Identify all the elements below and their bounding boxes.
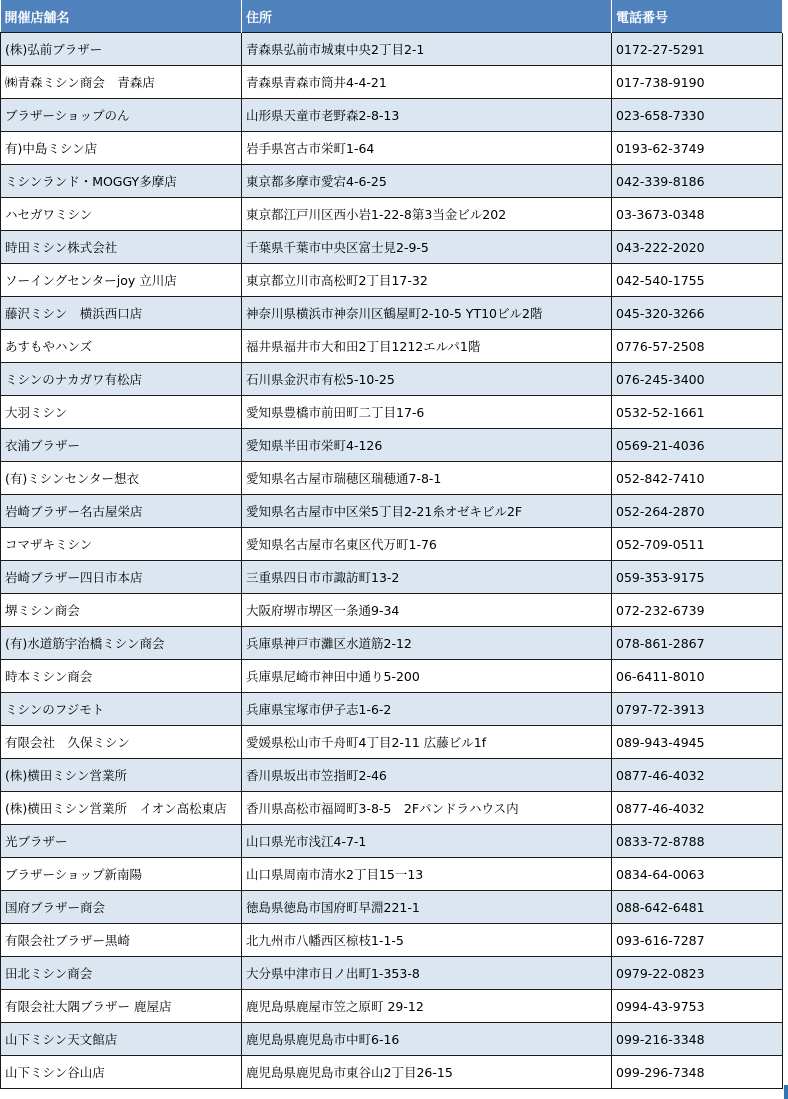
phone-cell: 089-943-4945 [612,726,783,759]
table-row [1,462,783,495]
table-row [1,990,783,1023]
table-row [1,627,783,660]
address-cell: 香川県坂出市笠指町2-46 [242,759,612,792]
phone-cell: 093-616-7287 [612,924,783,957]
table-body [1,33,783,1089]
phone-cell: 0834-64-0063 [612,858,783,891]
phone-cell: 0979-22-0823 [612,957,783,990]
store-name-cell: ブラザーショップのん [1,99,242,132]
address-cell: 東京都立川市高松町2丁目17-32 [242,264,612,297]
store-name-cell: 岩崎ブラザー四日市本店 [1,561,242,594]
table-row [1,495,783,528]
phone-cell: 017-738-9190 [612,66,783,99]
address-cell: 香川県高松市福岡町3-8-5 2Fパンドラハウス内 [242,792,612,825]
table-row [1,396,783,429]
store-name-cell: ハセガワミシン [1,198,242,231]
table-row [1,429,783,462]
phone-cell: 099-296-7348 [612,1056,783,1089]
store-name-cell: コマザキミシン [1,528,242,561]
store-name-cell: (株)横田ミシン営業所 イオン高松東店 [1,792,242,825]
phone-cell: 03-3673-0348 [612,198,783,231]
address-cell: 北九州市八幡西区椋枝1-1-5 [242,924,612,957]
phone-cell: 0776-57-2508 [612,330,783,363]
address-cell: 福井県福井市大和田2丁目1212エルパ1階 [242,330,612,363]
address-cell: 三重県四日市市諏訪町13-2 [242,561,612,594]
table-row [1,858,783,891]
address-cell: 愛知県半田市栄町4-126 [242,429,612,462]
address-cell: 岩手県宮古市栄町1-64 [242,132,612,165]
phone-cell: 042-339-8186 [612,165,783,198]
store-name-cell: 時本ミシン商会 [1,660,242,693]
phone-cell: 0877-46-4032 [612,792,783,825]
table-row [1,792,783,825]
table-row [1,693,783,726]
store-name-cell: 田北ミシン商会 [1,957,242,990]
table-row [1,891,783,924]
phone-cell: 078-861-2867 [612,627,783,660]
table-row [1,264,783,297]
table-row [1,33,783,66]
store-name-cell: 有)中島ミシン店 [1,132,242,165]
phone-cell: 0569-21-4036 [612,429,783,462]
table-row [1,231,783,264]
address-cell: 石川県金沢市有松5-10-25 [242,363,612,396]
address-cell: 大阪府堺市堺区一条通9-34 [242,594,612,627]
table-row [1,594,783,627]
phone-cell: 0193-62-3749 [612,132,783,165]
table-row [1,132,783,165]
table-row [1,1023,783,1056]
store-name-cell: あすもやハンズ [1,330,242,363]
store-name-cell: ミシンのフジモト [1,693,242,726]
address-cell: 愛知県名古屋市名東区代万町1-76 [242,528,612,561]
header-row [1,0,783,33]
phone-cell: 052-264-2870 [612,495,783,528]
table-row [1,660,783,693]
table-row [1,924,783,957]
store-name-cell: 山下ミシン天文館店 [1,1023,242,1056]
address-cell: 兵庫県神戸市灘区水道筋2-12 [242,627,612,660]
address-cell: 兵庫県宝塚市伊子志1-6-2 [242,693,612,726]
header-phone: 電話番号 [612,0,783,33]
address-cell: 千葉県千葉市中央区富士見2-9-5 [242,231,612,264]
table-row [1,561,783,594]
store-name-cell: 藤沢ミシン 横浜西口店 [1,297,242,330]
store-name-cell: 時田ミシン株式会社 [1,231,242,264]
address-cell: 青森県青森市筒井4-4-21 [242,66,612,99]
table-row [1,825,783,858]
address-cell: 神奈川県横浜市神奈川区鶴屋町2-10-5 YT10ビル2階 [242,297,612,330]
sheet-corner-marker [784,1085,788,1099]
table-row [1,726,783,759]
store-name-cell: ミシンランド・MOGGY多摩店 [1,165,242,198]
phone-cell: 043-222-2020 [612,231,783,264]
address-cell: 山口県周南市清水2丁目15一13 [242,858,612,891]
table-row [1,330,783,363]
address-cell: 青森県弘前市城東中央2丁目2-1 [242,33,612,66]
address-cell: 東京都多摩市愛宕4-6-25 [242,165,612,198]
phone-cell: 0994-43-9753 [612,990,783,1023]
phone-cell: 052-842-7410 [612,462,783,495]
store-name-cell: 国府ブラザー商会 [1,891,242,924]
table-row [1,198,783,231]
phone-cell: 06-6411-8010 [612,660,783,693]
store-name-cell: 有限会社 久保ミシン [1,726,242,759]
phone-cell: 052-709-0511 [612,528,783,561]
table-row [1,99,783,132]
store-name-cell: 山下ミシン谷山店 [1,1056,242,1089]
table-row [1,528,783,561]
phone-cell: 0172-27-5291 [612,33,783,66]
header-store-name: 開催店舗名 [1,0,242,33]
store-name-cell: (株)弘前ブラザー [1,33,242,66]
phone-cell: 045-320-3266 [612,297,783,330]
phone-cell: 023-658-7330 [612,99,783,132]
table-row [1,957,783,990]
address-cell: 愛知県名古屋市瑞穂区瑞穂通7-8-1 [242,462,612,495]
store-name-cell: ブラザーショップ新南陽 [1,858,242,891]
address-cell: 山形県天童市老野森2-8-13 [242,99,612,132]
store-name-cell: ミシンのナカガワ有松店 [1,363,242,396]
table-row [1,759,783,792]
phone-cell: 099-216-3348 [612,1023,783,1056]
phone-cell: 0833-72-8788 [612,825,783,858]
address-cell: 東京都江戸川区西小岩1-22-8第3当金ビル202 [242,198,612,231]
address-cell: 徳島県徳島市国府町早淵221-1 [242,891,612,924]
address-cell: 山口県光市浅江4-7-1 [242,825,612,858]
table-row [1,165,783,198]
phone-cell: 076-245-3400 [612,363,783,396]
address-cell: 鹿児島県鹿児島市東谷山2丁目26-15 [242,1056,612,1089]
store-name-cell: ㈱青森ミシン商会 青森店 [1,66,242,99]
store-name-cell: 衣浦ブラザー [1,429,242,462]
phone-cell: 0532-52-1661 [612,396,783,429]
store-name-cell: 堺ミシン商会 [1,594,242,627]
store-name-cell: (有)水道筋宇治橋ミシン商会 [1,627,242,660]
table-row [1,66,783,99]
address-cell: 愛媛県松山市千舟町4丁目2-11 広藤ビル1f [242,726,612,759]
address-cell: 兵庫県尼崎市神田中通り5-200 [242,660,612,693]
phone-cell: 042-540-1755 [612,264,783,297]
store-name-cell: 有限会社ブラザー黒崎 [1,924,242,957]
store-name-cell: (有)ミシンセンター想衣 [1,462,242,495]
address-cell: 愛知県名古屋市中区栄5丁目2-21糸オゼキビル2F [242,495,612,528]
address-cell: 愛知県豊橋市前田町二丁目17-6 [242,396,612,429]
store-name-cell: 有限会社大隅ブラザー 鹿屋店 [1,990,242,1023]
store-name-cell: 岩崎ブラザー名古屋栄店 [1,495,242,528]
header-address: 住所 [242,0,612,33]
address-cell: 大分県中津市日ノ出町1-353-8 [242,957,612,990]
store-name-cell: 大羽ミシン [1,396,242,429]
table-row [1,297,783,330]
phone-cell: 059-353-9175 [612,561,783,594]
table-row [1,363,783,396]
address-cell: 鹿児島県鹿屋市笠之原町 29-12 [242,990,612,1023]
phone-cell: 0877-46-4032 [612,759,783,792]
phone-cell: 088-642-6481 [612,891,783,924]
store-name-cell: ソーイングセンターjoy 立川店 [1,264,242,297]
store-name-cell: (株)横田ミシン営業所 [1,759,242,792]
address-cell: 鹿児島県鹿児島市中町6-16 [242,1023,612,1056]
table-row [1,1056,783,1089]
store-name-cell: 光ブラザー [1,825,242,858]
phone-cell: 072-232-6739 [612,594,783,627]
phone-cell: 0797-72-3913 [612,693,783,726]
